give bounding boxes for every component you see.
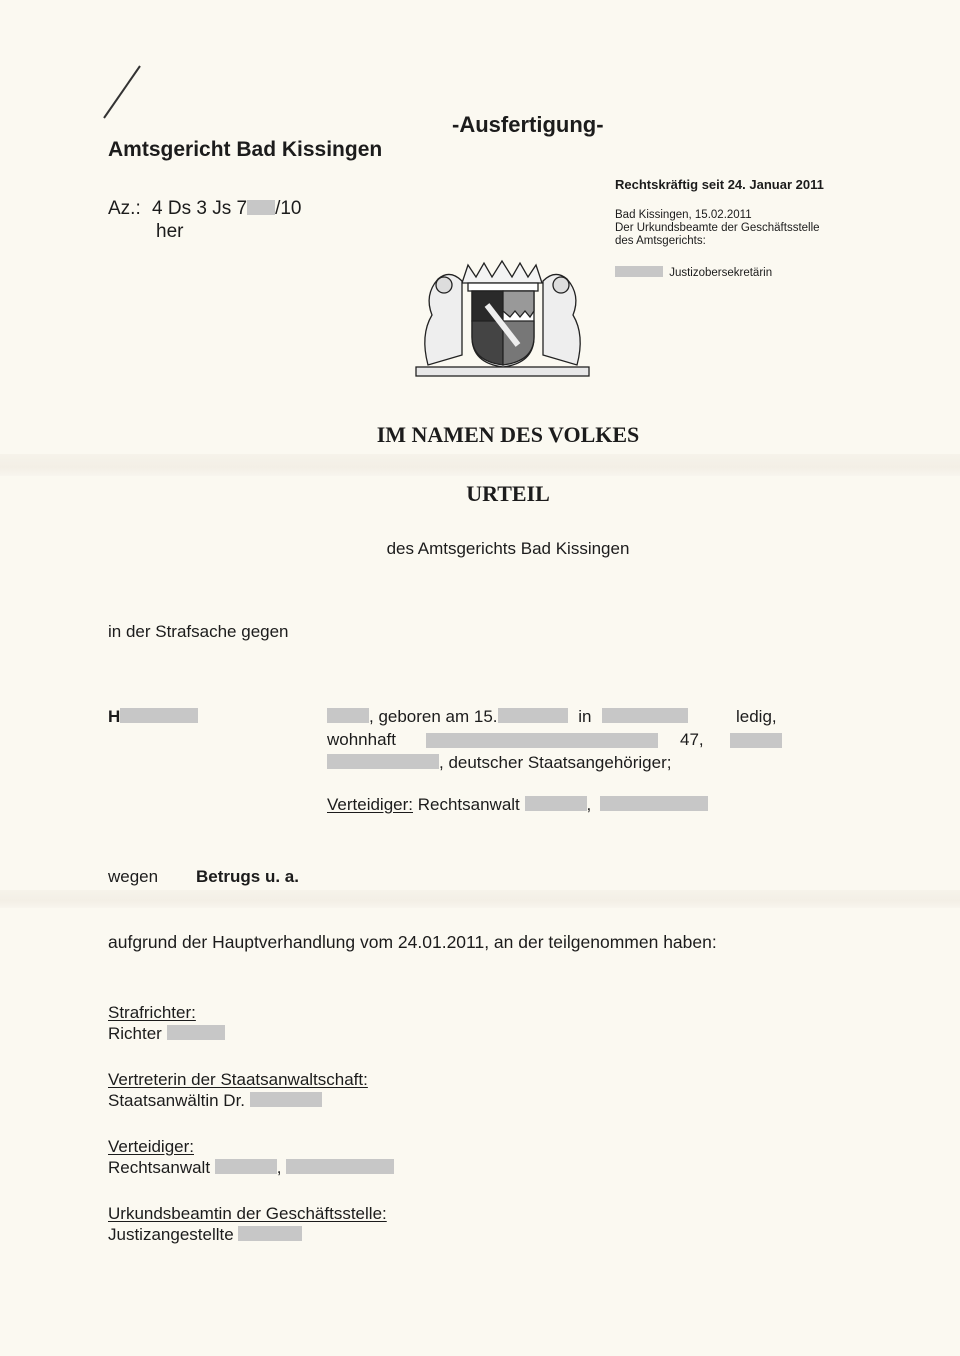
redaction	[602, 708, 688, 723]
redaction	[250, 1092, 322, 1107]
heading-judgment: URTEIL	[466, 481, 550, 506]
redaction	[120, 708, 198, 723]
participant-court-clerk: Urkundsbeamtin der Geschäftsstelle: Justizangestellte	[108, 1204, 387, 1244]
house-number: 47,	[680, 730, 704, 749]
charge-label: wegen	[108, 867, 159, 886]
nationality-line: , deutscher Staatsangehöriger;	[327, 753, 671, 773]
residence-label: wohnhaft	[327, 730, 396, 749]
participant-defense-counsel: Verteidiger: Rechtsanwalt ,	[108, 1136, 394, 1178]
file-reference: Az.: 4 Ds 3 Js 7 /10	[108, 198, 302, 219]
redaction	[600, 796, 708, 811]
redaction	[426, 733, 658, 748]
heading-in-the-name-of-the-people: IM NAMEN DES VOLKES	[376, 422, 640, 447]
charge-value: Betrugs u. a.	[196, 867, 299, 886]
defendant-details-line1: , geboren am 15. in	[327, 707, 688, 727]
redaction	[238, 1226, 302, 1241]
legal-force-note: Rechtskräftig seit 24. Januar 2011	[615, 177, 824, 192]
participant-judge: Strafrichter: Richter	[108, 1002, 225, 1044]
court-name: Amtsgericht Bad Kissingen	[108, 138, 383, 161]
file-reference-suffix: her	[156, 221, 184, 242]
redaction	[286, 1159, 394, 1174]
redaction	[167, 1025, 225, 1040]
redaction	[247, 200, 275, 215]
redaction	[498, 708, 568, 723]
coat-of-arms-icon	[410, 255, 595, 380]
redaction	[730, 733, 782, 748]
paper-fold	[0, 890, 960, 908]
case-intro: in der Strafsache gegen	[108, 622, 289, 641]
redaction	[327, 708, 369, 723]
participant-prosecutor: Vertreterin der Staatsanwaltschaft: Staatsanwältin Dr.	[108, 1070, 368, 1110]
copy-label: -Ausfertigung-	[452, 112, 604, 137]
redaction	[615, 266, 663, 277]
marital-status: ledig,	[736, 707, 777, 726]
redaction	[215, 1159, 277, 1174]
redaction	[327, 754, 439, 769]
hearing-statement: aufgrund der Hauptverhandlung vom 24.01.2011, an der teilgenommen haben:	[108, 932, 717, 952]
pen-stroke-mark	[98, 62, 146, 122]
redaction	[525, 796, 587, 811]
paper-fold	[0, 454, 960, 476]
issuing-court: des Amtsgerichts Bad Kissingen	[386, 539, 630, 558]
clerk-signature: Justizobersekretärin	[615, 266, 772, 279]
defense-counsel-line: Verteidiger: Rechtsanwalt ,	[327, 795, 708, 815]
defendant-name: H	[108, 707, 198, 727]
certification-block: Bad Kissingen, 15.02.2011 Der Urkundsbeamte der Geschäftsstelle des Amtsgerichts:	[615, 209, 820, 247]
